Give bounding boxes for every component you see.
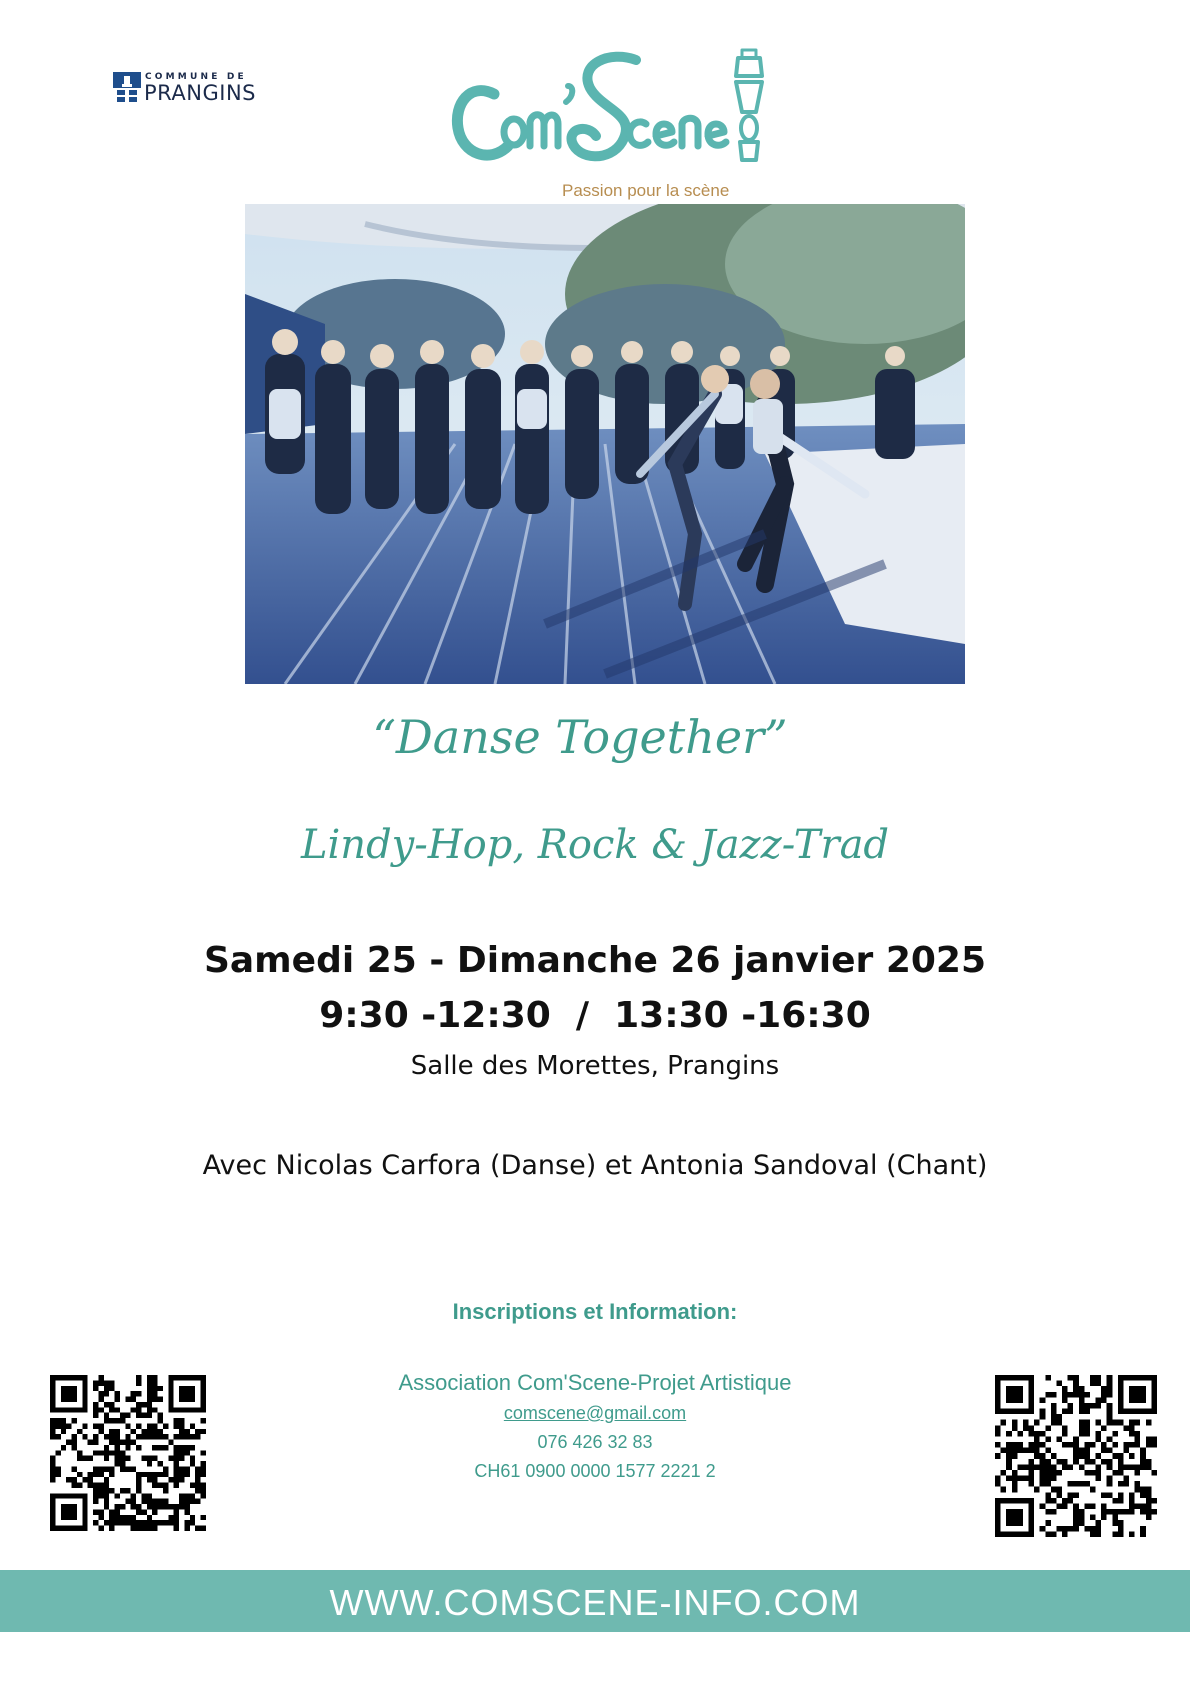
event-subtitle: Lindy-Hop, Rock & Jazz-Trad <box>300 822 890 868</box>
contact-iban: CH61 0900 0000 1577 2221 2 <box>474 1461 716 1481</box>
footer-band <box>0 1570 1190 1632</box>
contact-email-link[interactable]: comscene@gmail.com <box>503 1403 687 1423</box>
commune-name: PRANGINS <box>144 81 256 105</box>
event-venue: Salle des Morettes, Prangins <box>410 1051 780 1081</box>
comscene-logo <box>450 42 770 207</box>
brand-tagline: Passion pour la scène <box>562 181 730 200</box>
commune-label: COMMUNE DE <box>145 72 247 82</box>
event-dates: Samedi 25 - Dimanche 26 janvier 2025 <box>203 940 987 981</box>
association-name: Association Com'Scene-Projet Artistique <box>398 1370 792 1395</box>
qr-code-left-icon[interactable] <box>50 1375 206 1531</box>
event-guests: Avec Nicolas Carfora (Danse) et Antonia Sandoval (Chant) <box>202 1150 988 1181</box>
website-url-link[interactable]: WWW.COMSCENE-INFO.COM <box>329 1582 861 1623</box>
prangins-emblem-icon <box>113 72 141 104</box>
contact-heading: Inscriptions et Information: <box>452 1299 738 1324</box>
event-hours: 9:30 -12:30 / 13:30 -16:30 <box>319 995 871 1036</box>
event-title: “Danse Together” <box>372 710 788 764</box>
dancers-illustration-icon <box>245 204 965 684</box>
contact-phone: 076 426 32 83 <box>537 1432 653 1452</box>
dance-event-photo <box>245 204 965 684</box>
comscene-wordmark-icon <box>450 42 770 182</box>
commune-prangins-logo <box>113 70 273 106</box>
qr-code-right-icon[interactable] <box>995 1375 1157 1537</box>
